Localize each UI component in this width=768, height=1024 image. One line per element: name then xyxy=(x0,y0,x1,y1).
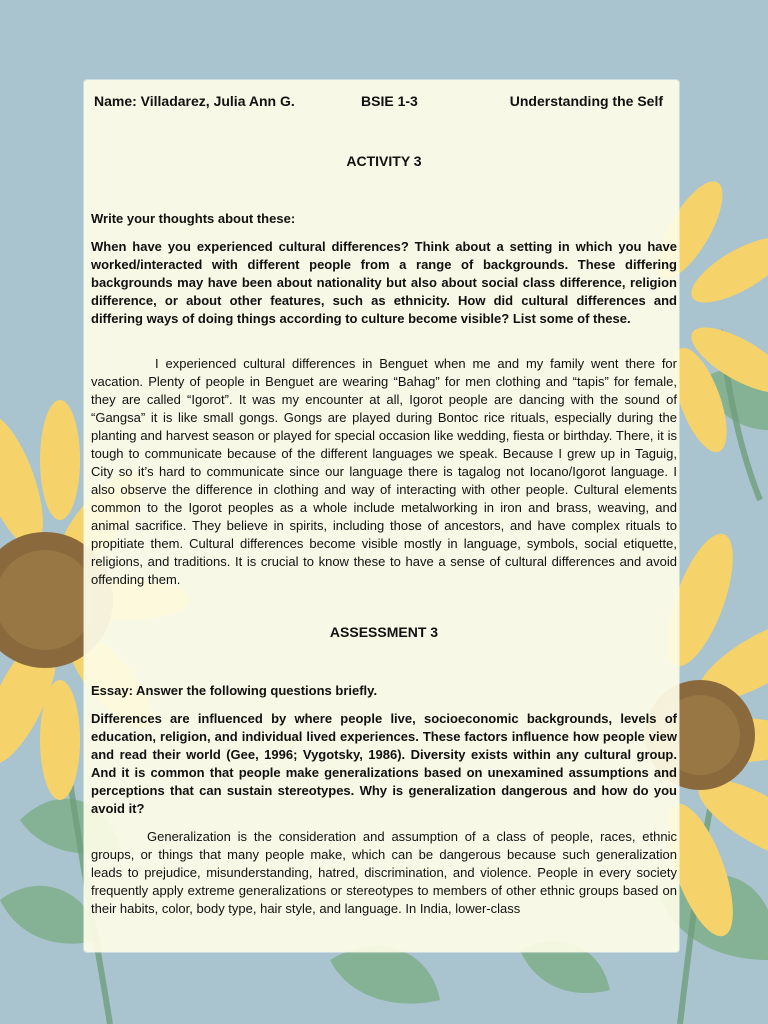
assessment-answer: Generalization is the consideration and assumption of a class of people, races, ethnic groups, or things that many people make, which can be dangerous because such generalization leads to prejudice, misunderstanding, hatred, discrimination, and violence. People in every society frequently apply extreme generalizations or stereotypes to members of other ethnic groups based on their habits, color, body type, hair style, and language. In India, lower-class xyxy=(91,829,677,916)
activity-title: ACTIVITY 3 xyxy=(346,153,422,169)
document-content xyxy=(91,90,677,920)
course-title: Understanding the Self xyxy=(509,93,663,109)
activity-instruction: Write your thoughts about these: xyxy=(91,211,296,226)
assessment-instruction: Essay: Answer the following questions briefly. xyxy=(91,683,378,698)
activity-question: When have you experienced cultural differences? Think about a setting in which you have worked/interacted with different people from a range of backgrounds. These differing backgrounds may have been about nationality but also about social class difference, religion difference, or about other features, such as ethnicity. How did cultural differences and differing ways of doing things according to culture become visible? List some of these. xyxy=(91,239,677,326)
assessment-title: ASSESSMENT 3 xyxy=(329,624,439,640)
assessment-question: Differences are influenced by where people live, socioeconomic backgrounds, levels of education, religion, and individual lived experiences. These factors influence how people view and read their world (Gee, 1996; Vygotsky, 1986). Diversity exists within any cultural group. And it is common that people make generalizations based on unexamined assumptions and perceptions that can sustain stereotypes. Why is generalization dangerous and how do you avoid it? xyxy=(91,711,677,816)
activity-answer: I experienced cultural differences in Benguet when me and my family went there for vacation. Plenty of people in Benguet are wearing “Bahag” for men clothing and “tapis” for female, they are called “Igorot”. It was my encounter at all, Igorot people are dancing with the sound of “Gangsa” it is like small gongs. Gongs are played during Bontoc rice rituals, especially during the planting and harvest season or played for special occasion like wedding, fiesta or birthday. There, it is tough to communicate because of the different languages we speak. Because I grew up in Taguig, City so it’s hard to communicate since our language there is tagalog not Iocano/Igorot language. I also observe the difference in clothing and way of interacting with other people. Cultural elements common to the Igorot peoples as a whole include metalworking in iron and brass, weaving, and animal sacrifice. They believe in spirits, including those of ancestors, and have complex rituals to propitiate them. Cultural differences become visible mostly in language, symbols, social etiquette, religions, and traditions. It is crucial to know these to have a sense of cultural differences and avoid offending them. xyxy=(91,356,677,587)
student-name: Name: Villadarez, Julia Ann G. xyxy=(94,93,295,109)
student-section: BSIE 1-3 xyxy=(361,93,418,109)
document-header xyxy=(91,92,677,114)
